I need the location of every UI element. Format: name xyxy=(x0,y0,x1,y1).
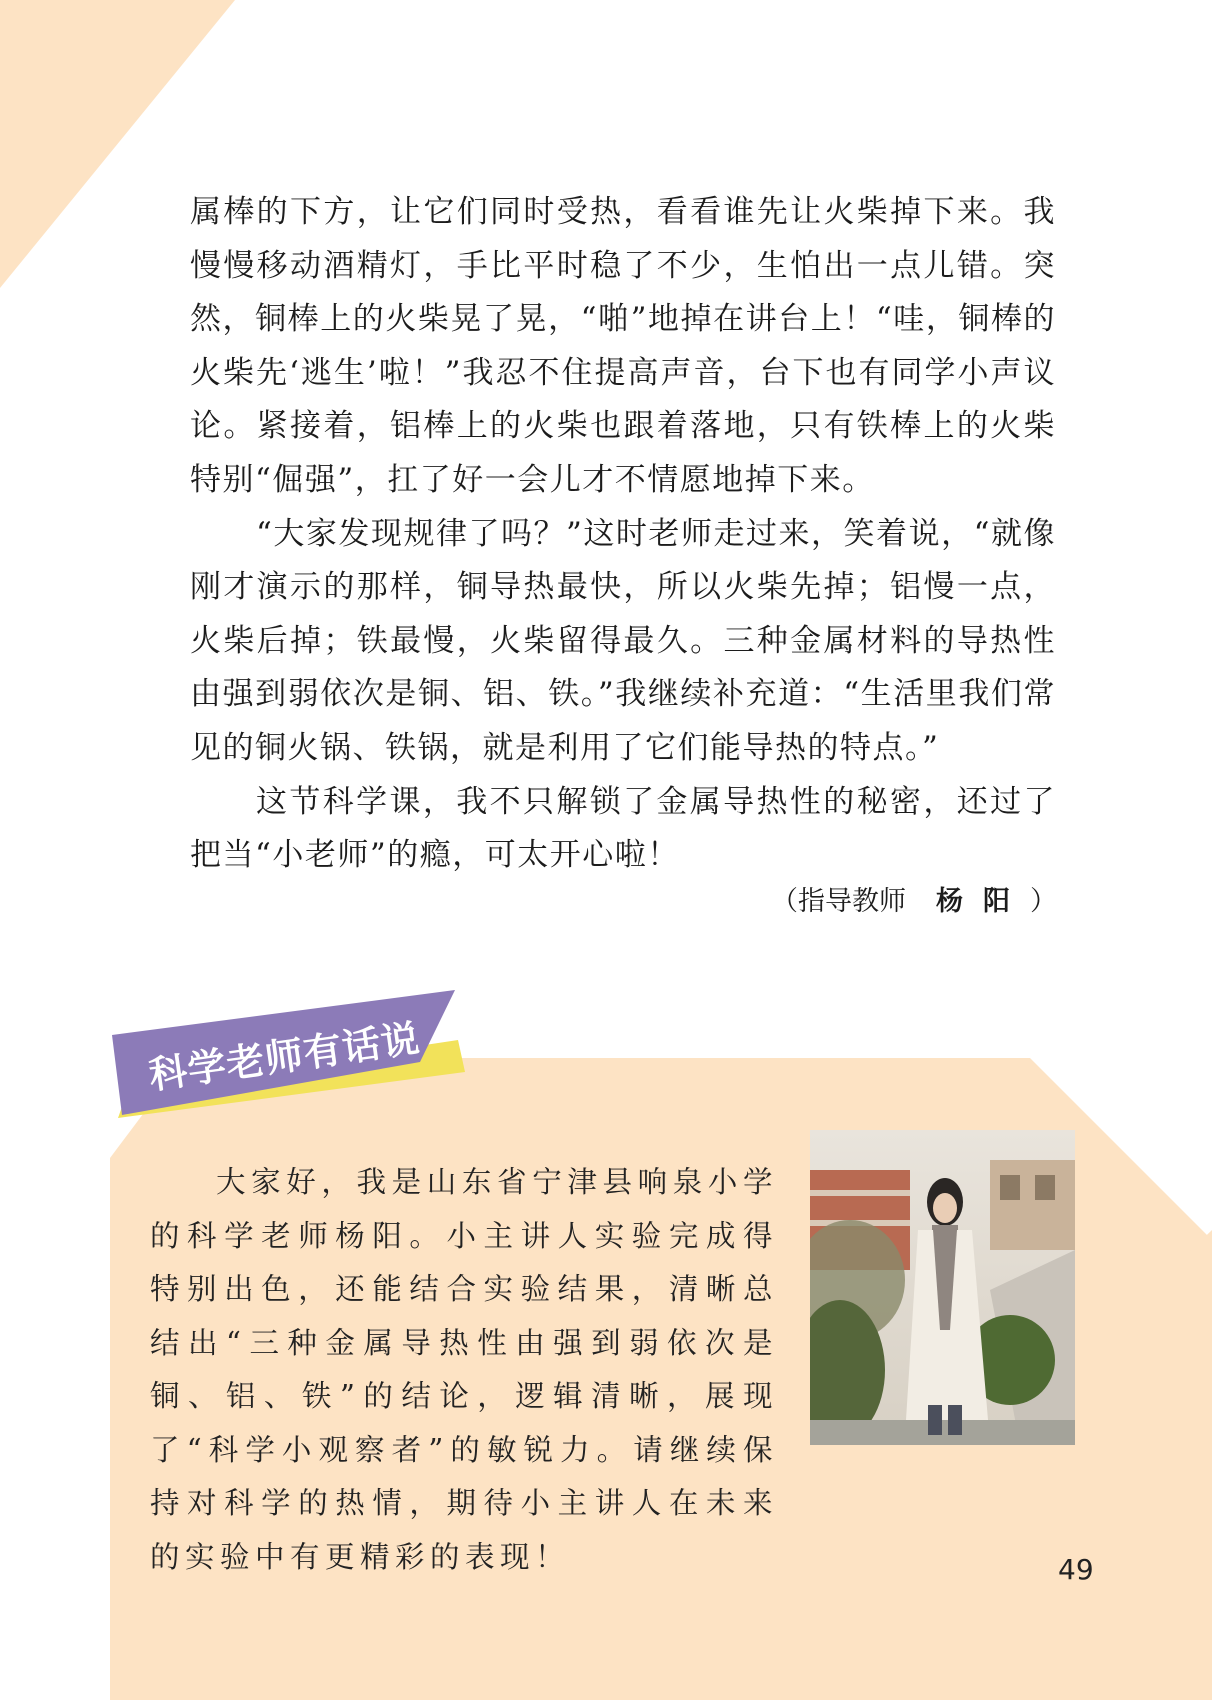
teacher-comment-text: 大家好，我是山东省宁津县响泉小学的科学老师杨阳。小主讲人实验完成得特别出色，还能结合实验结果，清晰总结出“三种金属导热性由强到弱依次是铜、铝、铁”的结论，逻辑清晰，展现了“科学小观察者”的敏锐力。请继续保持对科学的热情，期待小主讲人在未来的实验中有更精彩的表现！ xyxy=(150,1165,778,1574)
teacher-comment xyxy=(150,1156,778,1584)
article-paragraph: “大家发现规律了吗？”这时老师走过来，笑着说，“就像刚才演示的那样，铜导热最快，所以火柴先掉；铝慢一点，火柴后掉；铁最慢，火柴留得最久。三种金属材料的导热性由强到弱依次是铜、铝、铁。”我继续补充道：“生活里我们常见的铜火锅、铁锅，就是利用了它们能导热的特点。” xyxy=(190,515,1056,766)
banner-title: 科学老师有话说 xyxy=(146,1015,423,1098)
guide-suffix: ） xyxy=(1030,886,1057,917)
teacher-photo xyxy=(810,1130,1075,1445)
guide-prefix: （指导教师 xyxy=(771,886,906,917)
article-paragraph: 这节科学课，我不只解锁了金属导热性的秘密，还过了把当“小老师”的瘾，可太开心啦！ xyxy=(190,783,1056,874)
article-paragraph: 属棒的下方，让它们同时受热，看看谁先让火柴掉下来。我慢慢移动酒精灯，手比平时稳了不少，生怕出一点儿错。突然，铜棒上的火柴晃了晃，“啪”地掉在讲台上！“哇，铜棒的火柴先‘逃生’啦！”我忍不住提高声音，台下也有同学小声议论。紧接着，铝棒上的火柴也跟着落地，只有铁棒上的火柴特别“倔强”，扛了好一会儿才不情愿地掉下来。 xyxy=(190,194,1056,498)
guide-name: 杨阳 xyxy=(936,886,1030,917)
page-number: 49 xyxy=(1058,1553,1094,1586)
